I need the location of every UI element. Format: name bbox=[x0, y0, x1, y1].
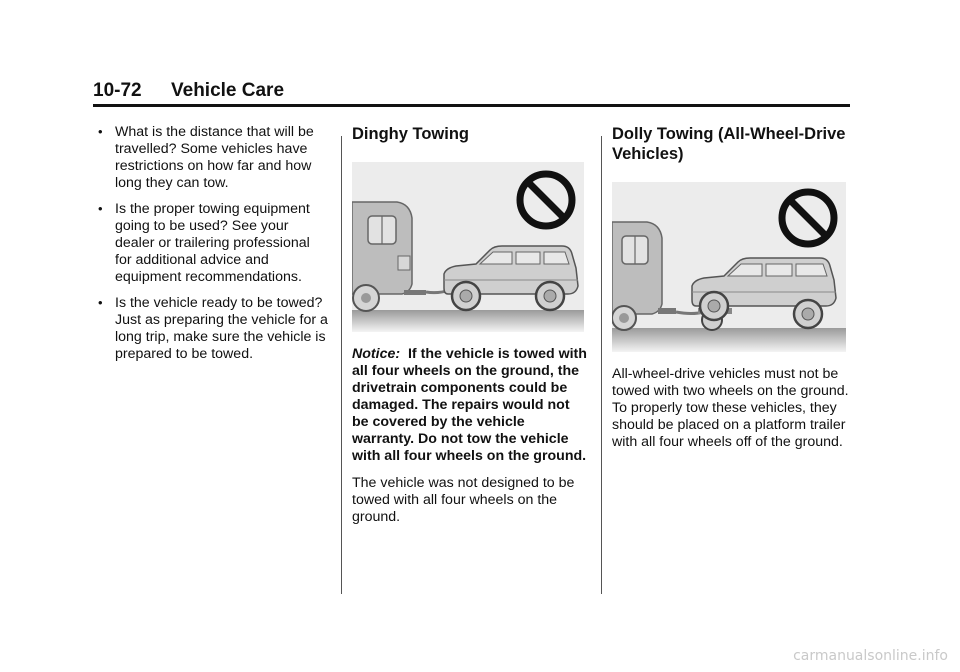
dinghy-body-text: The vehicle was not designed to be towed with all four wheels on the ground. bbox=[352, 475, 575, 525]
motorhome-icon bbox=[612, 222, 662, 330]
column-dolly-towing bbox=[612, 124, 852, 451]
list-item: • Is the vehicle ready to be towed? Just as preparing the vehicle for a long trip, make sure the vehicle is prepared to be towed. bbox=[98, 295, 328, 362]
page-number: 10-72 bbox=[93, 80, 142, 101]
dinghy-towing-heading: Dinghy Towing bbox=[352, 125, 470, 143]
column-divider bbox=[601, 136, 602, 594]
column-dinghy-towing bbox=[352, 124, 590, 526]
dinghy-towing-illustration bbox=[352, 162, 584, 332]
notice-text: If the vehicle is towed with all four wheels on the ground, the drivetrain components could be damaged. The repairs would not be covered by the vehicle warranty. Do not tow the vehicle with all four wheels on the ground. bbox=[352, 346, 587, 464]
list-item: • What is the distance that will be travelled? Some vehicles have restrictions on how far and how long they can tow. bbox=[98, 124, 314, 191]
column-divider bbox=[341, 136, 342, 594]
bullet-icon: • bbox=[98, 201, 103, 216]
list-item: • Is the proper towing equipment going to be used? See your dealer or trailering professional for additional advice and equipment recommendations. bbox=[98, 201, 310, 285]
bullet-list bbox=[97, 124, 329, 363]
bullet-icon: • bbox=[98, 295, 103, 310]
dolly-towing-heading: Dolly Towing (All-Wheel-Drive Vehicles) bbox=[612, 125, 846, 163]
section-title: Vehicle Care bbox=[171, 80, 285, 101]
column-checklist bbox=[97, 124, 329, 372]
bullet-icon: • bbox=[98, 124, 103, 139]
notice-label: Notice: bbox=[352, 346, 401, 362]
notice-block bbox=[352, 346, 590, 465]
dolly-towing-illustration bbox=[612, 182, 846, 352]
dolly-body-text: All-wheel-drive vehicles must not be towed with two wheels on the ground. To properly tow these vehicles, they should be placed on a platform trailer with all four wheels off of the ground. bbox=[612, 366, 849, 450]
page-header bbox=[93, 80, 850, 107]
watermark: carmanualsonline.info bbox=[793, 648, 948, 664]
